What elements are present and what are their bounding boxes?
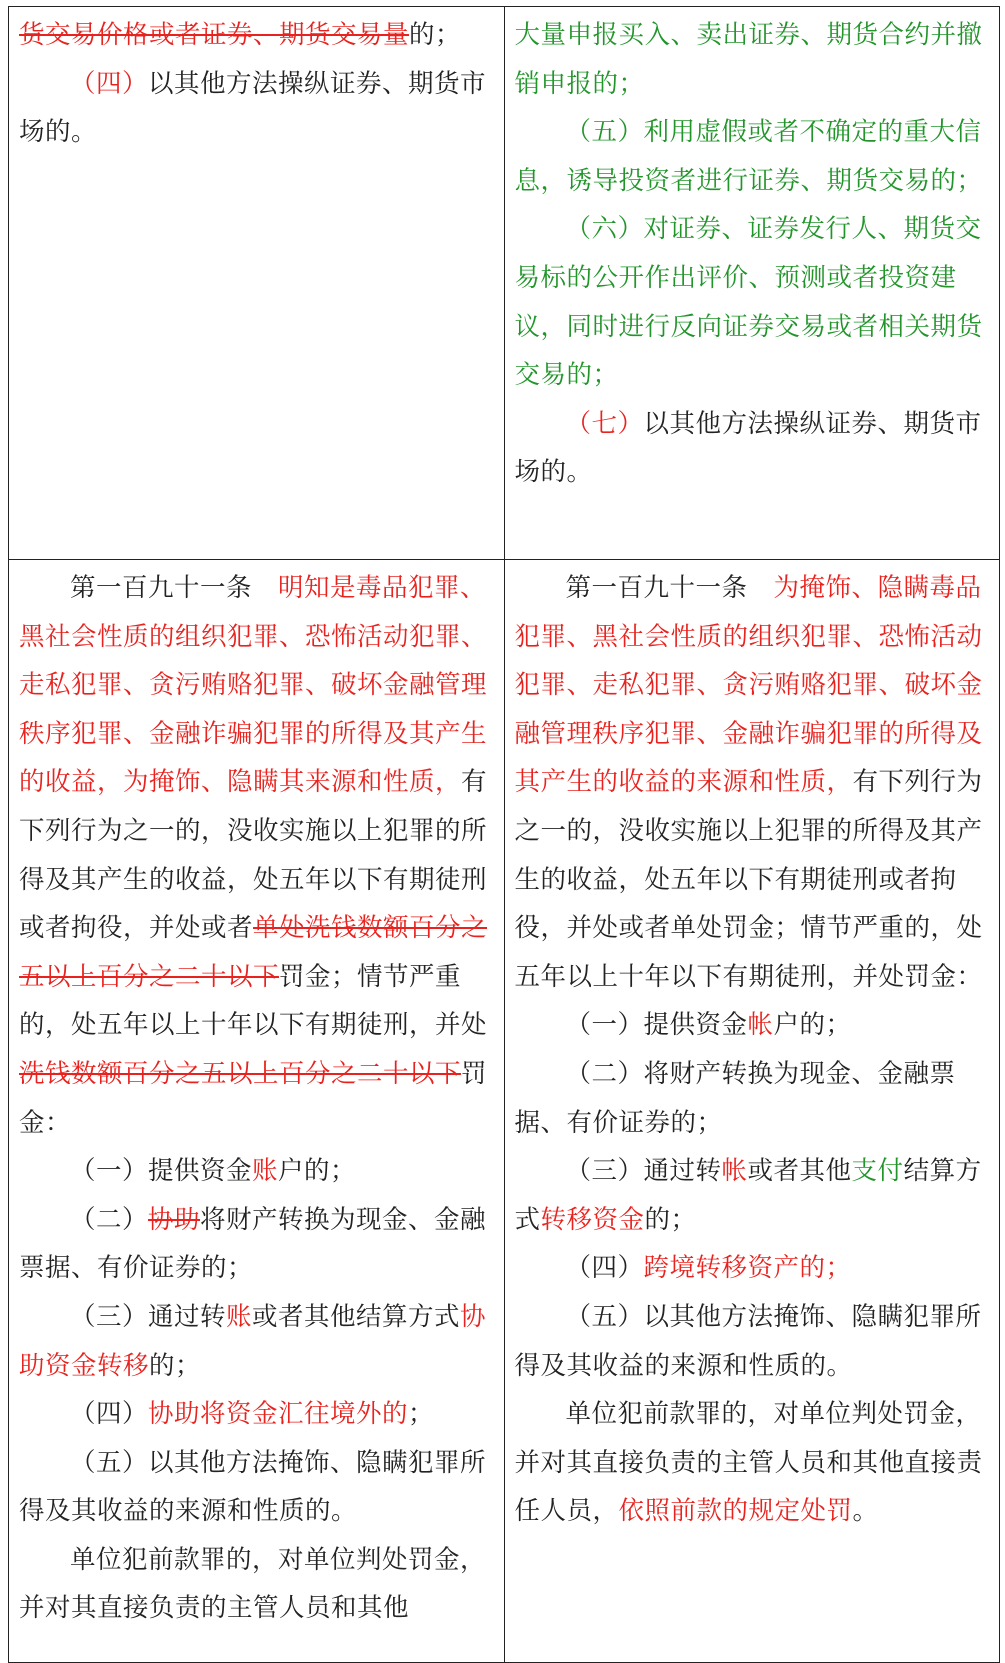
added-paragraph: 大量申报买入、卖出证券、期货合约并撤销申报的； bbox=[514, 20, 983, 99]
item-paragraph bbox=[515, 1001, 990, 1050]
changed-text: 依照前款的规定处罚 bbox=[618, 1496, 853, 1527]
paragraph bbox=[19, 60, 494, 157]
changed-text: 转移资金 bbox=[540, 1204, 645, 1235]
text-span: （三）通过转 bbox=[565, 1156, 722, 1187]
table-row bbox=[9, 559, 999, 1662]
added-paragraph: （六）对证券、证券发行人、期货交易标的公开作出评价、预测或者投资建议，同时进行反向证券交易或者相关期货交易的； bbox=[514, 214, 983, 391]
item-paragraph bbox=[19, 1390, 494, 1439]
changed-text: 明知是毒品犯罪、黑社会性质的组织犯罪、恐怖活动犯罪、走私犯罪、贪污贿赂犯罪、破坏金融管理秩序犯罪、金融诈骗犯罪的所得及其产生的收益，为掩饰、隐瞒其来源和性质， bbox=[19, 573, 488, 798]
paragraph bbox=[19, 11, 494, 60]
text-span: 的； bbox=[149, 1350, 202, 1381]
text-span: （一）提供资金 bbox=[565, 1010, 748, 1041]
changed-text: 帐 bbox=[721, 1156, 748, 1187]
text-span: 将财产转换为现金、金融票据、有价证券的； bbox=[19, 1204, 487, 1284]
changed-text: 账 bbox=[252, 1156, 279, 1187]
item-paragraph bbox=[19, 1293, 494, 1390]
text-span: ； bbox=[408, 1399, 435, 1430]
item-paragraph: （五）以其他方法掩饰、隐瞒犯罪所得及其收益的来源和性质的。 bbox=[19, 1447, 487, 1527]
text-span: 单位犯前款罪的，对单位判处罚金，并对其直接负责的主管人员和其他直接责任人员， bbox=[514, 1399, 983, 1527]
text-span: （二） bbox=[70, 1204, 149, 1235]
item-paragraph bbox=[19, 1147, 494, 1196]
item-paragraph: （二）将财产转换为现金、金融票据、有价证券的； bbox=[514, 1058, 956, 1138]
left-cell-old-text bbox=[9, 7, 504, 559]
text-span: （四） bbox=[565, 1253, 644, 1284]
deleted-text: 货交易价格或者证券、期货交易量 bbox=[19, 20, 410, 50]
changed-text: 账 bbox=[226, 1301, 253, 1332]
added-text: 支付 bbox=[851, 1156, 904, 1187]
text-span: 以其他方法操纵证券、期货市场的。 bbox=[514, 408, 982, 488]
deleted-text: 洗钱数额百分之五以上百分之二十以下 bbox=[19, 1058, 462, 1089]
item-paragraph: （五）以其他方法掩饰、隐瞒犯罪所得及其收益的来源和性质的。 bbox=[514, 1301, 982, 1381]
text-span: 户的； bbox=[773, 1010, 852, 1041]
text-span: 以其他方法操纵证券、期货市场的。 bbox=[19, 68, 487, 148]
text-span: 有下列行为之一的，没收实施以上犯罪的所得及其产生的收益，处五年以下有期徒刑或者拘役，并处或者单处罚金；情节严重的，处五年以上十年以下有期徒刑，并处罚金： bbox=[514, 767, 983, 992]
changed-text: 为掩饰、隐瞒毒品犯罪、黑社会性质的组织犯罪、恐怖活动犯罪、走私犯罪、贪污贿赂犯罪、破坏金融管理秩序犯罪、金融诈骗犯罪的所得及其产生的收益的来源和性质， bbox=[514, 573, 983, 798]
unit-crime-paragraph: 单位犯前款罪的，对单位判处罚金，并对其直接负责的主管人员和其他 bbox=[19, 1544, 487, 1624]
changed-text: 跨境转移资产的； bbox=[643, 1253, 852, 1284]
text-span: 或者其他 bbox=[747, 1156, 852, 1187]
right-cell-new-text bbox=[504, 560, 1000, 1662]
table-row bbox=[9, 7, 999, 559]
article-number: 第一百九十一条 bbox=[70, 573, 279, 603]
text-span: 或者其他结算方式 bbox=[252, 1301, 461, 1332]
changed-text: （四） bbox=[70, 68, 149, 99]
text-span: 有下列行为之一的，没收实施以上犯罪的所得及其产生的收益，处五年以下有期徒刑或者拘役，并处或者 bbox=[19, 767, 488, 944]
right-cell-new-text bbox=[504, 7, 1000, 559]
text-span: 结算方式 bbox=[514, 1156, 982, 1235]
text-span: （一）提供资金 bbox=[70, 1156, 253, 1187]
article-paragraph bbox=[515, 564, 990, 1001]
changed-text: 协助将资金汇往境外的 bbox=[148, 1399, 409, 1430]
added-paragraph: （五）利用虚假或者不确定的重大信息，诱导投资者进行证券、期货交易的； bbox=[514, 117, 983, 196]
article-number: 第一百九十一条 bbox=[565, 573, 774, 603]
text-span: 的； bbox=[644, 1204, 697, 1235]
deleted-text: 单处洗钱数额百分之五以上百分之二十以下 bbox=[19, 913, 488, 992]
deleted-text: 协助 bbox=[148, 1204, 201, 1235]
unit-crime-paragraph bbox=[515, 1390, 990, 1536]
text-span: （三）通过转 bbox=[70, 1301, 227, 1332]
paragraph bbox=[515, 400, 990, 497]
text-span: 。 bbox=[852, 1496, 879, 1527]
changed-text: （七） bbox=[565, 408, 644, 439]
text-span: 罚金： bbox=[19, 1058, 488, 1138]
comparison-table bbox=[8, 6, 1000, 1663]
item-paragraph bbox=[515, 1244, 990, 1293]
text-span: 罚金；情节严重的，处五年以上十年以下有期徒刑，并处 bbox=[19, 961, 488, 1041]
text-span: 的； bbox=[409, 20, 462, 50]
item-paragraph bbox=[19, 1196, 494, 1293]
left-cell-old-text bbox=[9, 560, 504, 1662]
item-paragraph bbox=[515, 1147, 990, 1244]
text-span: （四） bbox=[70, 1399, 149, 1430]
changed-text: 帐 bbox=[747, 1010, 774, 1041]
text-span: 户的； bbox=[278, 1156, 357, 1187]
changed-text: 协助资金转移 bbox=[19, 1301, 487, 1381]
article-paragraph bbox=[19, 564, 494, 1147]
